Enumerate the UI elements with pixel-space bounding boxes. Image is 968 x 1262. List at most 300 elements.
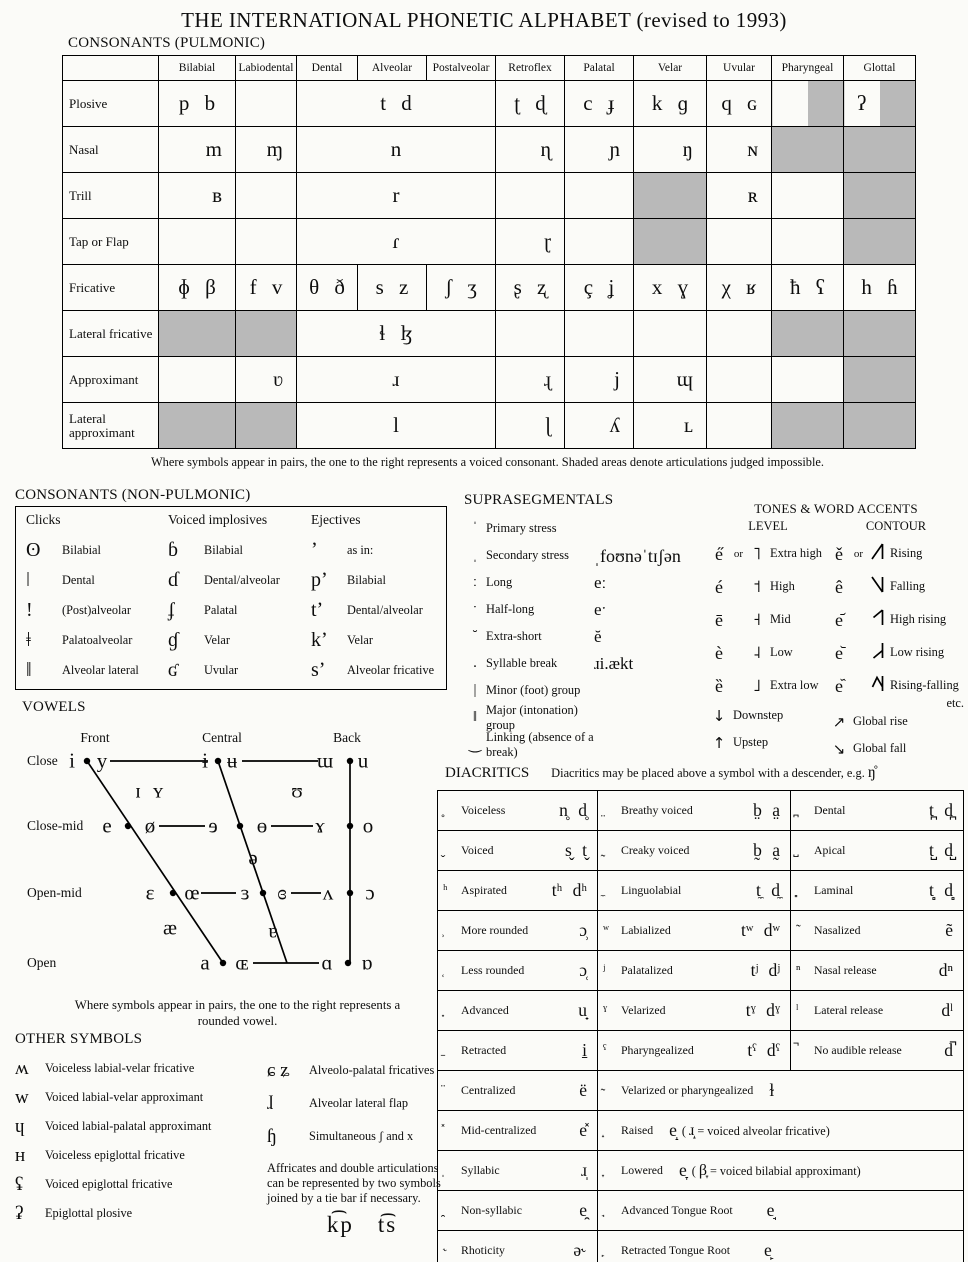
ipa-symbol: ‖: [472, 709, 478, 725]
item-label: Bilabial: [62, 542, 101, 557]
column-header-dental: Dental: [297, 56, 358, 81]
pulmonic-row: [63, 81, 916, 127]
pulmonic-cell: [844, 219, 916, 265]
item-label: Alveolar lateral flap: [309, 1096, 409, 1110]
diacritic-row: [438, 1031, 964, 1071]
diacritic-symbol: [603, 1164, 621, 1178]
ipa-symbol: m: [205, 136, 222, 161]
pulmonic-cell: [707, 403, 772, 449]
pulmonic-cell: [297, 403, 496, 449]
ipa-example: b̤ a̤: [753, 799, 780, 820]
ipa-symbol: ˑ: [472, 601, 478, 617]
ipa-symbol: ɭ: [545, 412, 551, 437]
ipa-example: t͡s: [377, 1212, 398, 1237]
ipa-example: i̠: [582, 1039, 587, 1060]
diacritic-cell: [791, 831, 964, 871]
ipa-symbol: ɓ: [168, 539, 178, 561]
diacritic-label: Voiced: [461, 843, 494, 857]
pulmonic-cell: [634, 81, 707, 127]
vowel-symbol: œ: [184, 880, 200, 905]
pulmonic-cell: [496, 173, 565, 219]
ipa-symbol: ʛ: [168, 659, 178, 681]
pulmonic-cell: [236, 265, 297, 311]
vowel-symbol: ɨ: [202, 748, 208, 773]
ipa-example: e̽: [579, 1119, 587, 1140]
ipa-symbol: ʋ: [273, 366, 283, 391]
pulmonic-cell: [297, 311, 496, 357]
list-item: [26, 655, 168, 685]
list-item: [464, 677, 710, 704]
pulmonic-cell: [297, 127, 496, 173]
row-label: Tap or Flap: [63, 219, 159, 265]
diacritic-row: [438, 1191, 964, 1231]
ipa-example: ȅ: [715, 675, 723, 696]
vowel-symbol: ʌ: [322, 880, 334, 905]
or-label: or: [853, 547, 864, 560]
contour-column: [828, 519, 964, 762]
row-label: Lateral approximant: [63, 403, 159, 449]
suprasegmentals-list: [464, 515, 710, 758]
downstep-arrow-icon: ↓: [712, 706, 726, 725]
diacritic-cell: [438, 911, 598, 951]
diacritic-symbol: [443, 1164, 461, 1178]
ipa-example: ə˞: [573, 1239, 587, 1260]
item-label: Palatal: [204, 602, 238, 617]
diacritic-cell: [598, 831, 791, 871]
vowel-symbol: ɤ: [315, 813, 325, 838]
diacritic-symbol: [796, 924, 814, 938]
diacritic-cell: [438, 1111, 598, 1151]
pulmonic-cell: [565, 403, 634, 449]
diacritic-symbol: [443, 1204, 461, 1218]
ipa-example: t̪ d̪: [929, 799, 953, 820]
suprasegmentals-heading: SUPRASEGMENTALS: [464, 492, 614, 508]
ipa-symbol: n: [390, 136, 402, 161]
ipa-symbol: ʎ: [609, 412, 620, 437]
pulmonic-cell: [496, 357, 565, 403]
pulmonic-cell: [634, 173, 707, 219]
pulmonic-cell: [844, 127, 916, 173]
tone-label: Falling: [890, 579, 926, 594]
row-label: Plosive: [63, 81, 159, 127]
ipa-example: ē: [715, 609, 723, 630]
diacritic-symbol: [443, 1044, 461, 1058]
tone-letter: ˩: [752, 675, 762, 696]
ipa-symbol: ʢ: [15, 1174, 24, 1195]
ipa-example: d̚: [944, 1039, 953, 1060]
diacritic-symbol: [443, 804, 461, 818]
vowel-symbol: ɐ: [268, 918, 278, 943]
ipa-symbol: ʡ: [15, 1203, 24, 1224]
ipa-symbol: ɬ ɮ: [379, 320, 413, 345]
item-label: Bilabial: [204, 542, 243, 557]
diacritic-row: [438, 1111, 964, 1151]
tones-and-word-accents-section: [708, 501, 964, 762]
low-rising-tone-letter-icon: [870, 641, 885, 660]
ipa-symbol: θ ð: [309, 274, 345, 299]
level-column: [708, 519, 828, 762]
diacritic-label: Pharyngealized: [621, 1043, 694, 1057]
row-label: Lateral fricative: [63, 311, 159, 357]
diacritic-cell: [598, 1231, 964, 1262]
ipa-symbol: ɠ: [168, 629, 178, 651]
ipa-symbol: ɻ: [544, 366, 551, 391]
item-label: Major (intonation) group: [486, 702, 578, 732]
list-item: [15, 1054, 265, 1083]
ipa-symbol: ɕ ʑ: [267, 1060, 290, 1081]
ipa-example: k͡p: [326, 1212, 354, 1237]
diacritic-cell: [598, 951, 791, 991]
tone-letter: ˧: [752, 609, 762, 630]
item-label: Alveolo-palatal fricatives: [309, 1063, 435, 1077]
pulmonic-cell: [634, 127, 707, 173]
or-label: or: [733, 547, 744, 560]
tie-bar-examples: [267, 1212, 457, 1238]
ipa-symbol: s z: [375, 274, 409, 299]
column-header-bilabial: Bilabial: [159, 56, 236, 81]
ipa-symbol: p b: [178, 90, 216, 115]
tones-heading: TONES & WORD ACCENTS: [754, 501, 918, 516]
diacritic-row: [438, 871, 964, 911]
diacritic-label: Centralized: [461, 1083, 516, 1097]
vowel-symbol: y: [96, 748, 108, 773]
diacritic-symbol: ʷ: [603, 922, 609, 938]
diacritic-row: [438, 911, 964, 951]
diacritic-label: Advanced Tongue Root: [621, 1203, 733, 1217]
vowel-symbol: ɞ: [277, 880, 287, 905]
row-label: Fricative: [63, 265, 159, 311]
column-header-glottal: Glottal: [844, 56, 916, 81]
ipa-example: ˌfoʊnəˈtɪʃən: [594, 545, 681, 566]
pulmonic-cell: [496, 311, 565, 357]
vowel-symbol: ø: [144, 813, 156, 838]
ipa-symbol: ʍ: [15, 1058, 29, 1079]
pulmonic-note: Where symbols appear in pairs, the one to the right represents a voiced consonant. Shaded areas denote articulations judged impossible.: [150, 455, 825, 469]
item-label: Minor (foot) group: [486, 683, 581, 697]
pulmonic-cell: [496, 127, 565, 173]
diacritic-label: Voiceless: [461, 803, 506, 817]
pulmonic-cell: [707, 265, 772, 311]
pulmonic-cell: [159, 357, 236, 403]
item-label: (Post)alveolar: [62, 602, 131, 617]
diacritic-label: Less rounded: [461, 963, 525, 977]
column-header-labiodental: Labiodental: [236, 56, 297, 81]
list-item: [464, 704, 710, 731]
list-item: [311, 595, 441, 625]
pulmonic-cell: [772, 219, 844, 265]
diacritic-symbol: [443, 924, 461, 938]
list-item: [168, 625, 311, 655]
ipa-symbol: ɴ: [747, 136, 758, 161]
diacritic-cell: [791, 871, 964, 911]
ipa-symbol: ɸ β: [178, 274, 216, 299]
ipa-example: e̘: [766, 1199, 775, 1220]
item-label: Half-long: [486, 602, 535, 616]
ipa-symbol: h ɦ: [861, 274, 898, 299]
item-label: Extra-short: [486, 629, 542, 643]
ipa-example: e̯: [579, 1199, 587, 1220]
item-label: Velar: [204, 632, 230, 647]
tone-label: Global fall: [853, 741, 907, 756]
ipa-example: dˡ: [941, 999, 953, 1020]
pulmonic-cell: [844, 265, 916, 311]
item-label: Palatoalveolar: [62, 632, 133, 647]
ipa-example: ɹi.ækt: [594, 654, 634, 673]
vowel-symbol: ɛ: [145, 880, 155, 905]
list-item: [311, 565, 441, 595]
diacritic-symbol: [796, 804, 814, 818]
column-header-velar: Velar: [634, 56, 707, 81]
diacritic-label: Lowered: [621, 1163, 663, 1177]
item-label: Alveolar fricative: [347, 662, 435, 677]
ipa-example: ë: [579, 1079, 587, 1100]
tone-label: Extra high: [770, 546, 822, 561]
nonpulmonic-heading: CONSONANTS (NON-PULMONIC): [15, 487, 251, 503]
vowel-symbol: ə: [248, 845, 258, 870]
affricates-note: Affricates and double articulations can be represented by two symbols joined by a tie bar if necessary.: [267, 1161, 441, 1205]
pulmonic-cell: [297, 81, 496, 127]
vowel-symbol: ʏ: [152, 778, 164, 803]
item-label: Velar: [347, 632, 373, 647]
list-item: [267, 1054, 457, 1087]
tone-row: [828, 636, 964, 669]
ipa-symbol: t d: [380, 90, 412, 115]
pulmonic-cell: [772, 127, 844, 173]
ipa-symbol: q ɢ: [721, 90, 757, 115]
pulmonic-row: [63, 127, 916, 173]
ipa-symbol: sʼ: [311, 659, 326, 681]
ipa-example: e᷈: [835, 675, 843, 696]
ipa-symbol: ɹ̝: [689, 1121, 695, 1139]
ipa-symbol: ɽ: [544, 228, 551, 253]
list-item: [26, 625, 168, 655]
diacritic-symbol: [603, 804, 621, 818]
ipa-symbol: ǃ: [26, 599, 33, 621]
diacritic-cell: [438, 1071, 598, 1111]
pulmonic-cell: [159, 403, 236, 449]
diacritic-label: Breathy voiced: [621, 803, 693, 817]
row-label: Trill: [63, 173, 159, 219]
pulmonic-cell: [159, 81, 236, 127]
ipa-symbol: w: [15, 1087, 29, 1108]
ipa-symbol: ʈ ɖ: [514, 90, 546, 115]
ipa-example: t̼ d̼: [756, 879, 780, 900]
ipa-symbol: ɳ: [540, 136, 551, 161]
diacritic-label: Rhoticity: [461, 1243, 505, 1257]
pulmonic-cell: [496, 403, 565, 449]
list-item: [267, 1120, 457, 1153]
vowel-row-label: Open-mid: [27, 885, 82, 900]
ipa-symbol: ɥ: [15, 1116, 25, 1137]
diacritic-row: [438, 1231, 964, 1262]
vowel-symbol: ɜ: [240, 880, 250, 905]
diacritic-label: Non-syllabic: [461, 1203, 522, 1217]
pulmonic-cell: [565, 265, 634, 311]
pulmonic-row: [63, 357, 916, 403]
list-item: [168, 565, 311, 595]
diacritic-symbol: [603, 884, 621, 898]
level-header: LEVEL: [748, 519, 788, 533]
diacritic-extra-note: ( ɹ̝ = voiced alveolar fricative): [681, 1121, 830, 1139]
column-header-pharyngeal: Pharyngeal: [772, 56, 844, 81]
tone-row: [708, 603, 828, 636]
diacritics-heading: DIACRITICS: [445, 765, 530, 781]
pulmonic-cell: [496, 219, 565, 265]
ipa-example: e᷅: [835, 642, 843, 663]
pulmonic-cell: [297, 357, 496, 403]
tone-row: [708, 669, 828, 702]
list-item: [464, 542, 710, 569]
pulmonic-row: [63, 403, 916, 449]
ipa-example: e᷄: [835, 609, 843, 630]
diacritic-row: [438, 951, 964, 991]
list-item: [267, 1087, 457, 1120]
tone-row: [828, 603, 964, 636]
diacritic-cell: [598, 1031, 791, 1071]
pulmonic-cell: [707, 357, 772, 403]
ipa-symbol: ˈ: [472, 520, 478, 536]
list-item: [168, 595, 311, 625]
list-item: [464, 596, 710, 623]
tone-step-row: [708, 702, 828, 729]
pulmonic-cell: [844, 311, 916, 357]
ipa-symbol: ʂ ʐ: [513, 274, 547, 299]
diacritic-row: [438, 1071, 964, 1111]
pulmonic-cell: [297, 219, 496, 265]
vowel-symbol: ɒ: [361, 950, 373, 975]
ipa-symbol: kʼ: [311, 629, 328, 651]
pulmonic-row: [63, 311, 916, 357]
diacritic-cell: [791, 1031, 964, 1071]
diacritic-label: Velarized: [621, 1003, 666, 1017]
tone-row: [708, 570, 828, 603]
ipa-example: n̥ d̥: [559, 799, 587, 820]
diacritic-symbol: ʲ: [603, 962, 606, 978]
diacritic-symbol: ˡ: [796, 1002, 799, 1018]
diacritic-label: Raised: [621, 1123, 654, 1137]
item-label: Voiceless labial-velar fricative: [45, 1061, 195, 1075]
diacritic-label: Syllabic: [461, 1163, 500, 1177]
ipa-symbol: ɰ: [676, 366, 693, 391]
ipa-example: ɹ̩: [581, 1159, 587, 1180]
item-label: Long: [486, 575, 513, 589]
ipa-example: ɔ̹: [579, 919, 587, 940]
vowel-symbol: ɶ: [235, 950, 249, 975]
diacritic-symbol: [443, 1084, 461, 1098]
diacritic-symbol: [796, 844, 814, 858]
pulmonic-cell: [427, 265, 496, 311]
ipa-symbol: c ɟ: [583, 90, 615, 115]
diacritic-cell: [438, 1031, 598, 1071]
tone-letter: ˥: [752, 543, 762, 564]
diacritic-label: No audible release: [814, 1043, 902, 1057]
diacritic-label: Lateral release: [814, 1003, 884, 1017]
ipa-symbol: ɺ: [267, 1093, 274, 1114]
item-label: Voiced labial-palatal approximant: [45, 1119, 212, 1133]
item-label: Simultaneous ʃ and x: [309, 1129, 414, 1143]
list-item: [26, 535, 168, 565]
diacritic-label: Creaky voiced: [621, 843, 690, 857]
pulmonic-consonants-table: [62, 55, 916, 449]
ipa-symbol: ɱ: [266, 136, 283, 161]
contour-header: CONTOUR: [865, 519, 927, 533]
row-label: Nasal: [63, 127, 159, 173]
diacritic-cell: [791, 911, 964, 951]
diacritic-cell: [438, 1231, 598, 1262]
diacritic-label: Laminal: [814, 883, 854, 897]
vowel-symbol: a: [200, 950, 210, 975]
vowel-symbol: ɔ: [365, 880, 375, 905]
list-item: [168, 535, 311, 565]
diacritic-cell: [791, 791, 964, 831]
pulmonic-cell: [159, 265, 236, 311]
pulmonic-cell: [297, 265, 358, 311]
vowels-heading: VOWELS: [22, 699, 86, 715]
diacritics-note-example: ŋ̊: [867, 764, 876, 781]
vowel-symbol: ɑ: [321, 950, 333, 975]
ipa-symbol: ɧ: [267, 1126, 277, 1147]
pulmonic-cell: [707, 127, 772, 173]
vowel-symbol: i: [69, 748, 75, 773]
pulmonic-cell: [772, 265, 844, 311]
tone-label: Mid: [770, 612, 791, 627]
vowel-column-label: Central: [202, 730, 242, 745]
vowel-note: Where symbols appear in pairs, the one to the right represents a rounded vowel.: [74, 998, 401, 1028]
tone-step-row: [828, 708, 964, 735]
diacritic-symbol: ˞: [443, 1242, 448, 1258]
vowel-symbol: ɵ: [256, 813, 268, 838]
pulmonic-cell: [496, 81, 565, 127]
ipa-symbol: f v: [249, 274, 283, 299]
ipa-example: ɫ: [769, 1079, 775, 1100]
list-item: [464, 623, 710, 650]
vowel-row-label: Open: [27, 955, 57, 970]
rising-falling-tone-letter-icon: [870, 674, 885, 693]
ipa-symbol: ʜ: [15, 1145, 26, 1166]
vowel-chart: [25, 728, 445, 990]
pulmonic-cell: [565, 357, 634, 403]
item-label: Epiglottal plosive: [45, 1206, 133, 1220]
column-header-retroflex: Retroflex: [496, 56, 565, 81]
item-label: Bilabial: [347, 572, 386, 587]
item-label: as in:: [347, 542, 374, 557]
ipa-symbol: ç ʝ: [583, 274, 615, 299]
ipa-symbol: ħ ʕ: [789, 274, 826, 299]
diacritic-cell: [598, 1071, 964, 1111]
diacritic-symbol: ˠ: [603, 1002, 608, 1018]
pulmonic-cell: [565, 311, 634, 357]
item-label: Voiced epiglottal fricative: [45, 1177, 173, 1191]
diacritics-note: Diacritics may be placed above a symbol with a descender, e.g. ŋ̊: [551, 764, 876, 781]
item-label: Voiced labial-velar approximant: [45, 1090, 204, 1104]
diacritic-symbol: [443, 1004, 461, 1018]
ipa-symbol: ɲ: [609, 136, 620, 161]
ipa-symbol: β̞: [698, 1161, 707, 1179]
tone-label: Upstep: [733, 735, 769, 750]
pulmonic-cell: [236, 357, 297, 403]
diacritic-label: Velarized or pharyngealized: [621, 1083, 754, 1097]
pulmonic-cell: [565, 81, 634, 127]
ipa-symbol: ː: [472, 574, 478, 590]
diacritic-label: Nasalized: [814, 923, 861, 937]
diacritic-label: Aspirated: [461, 883, 507, 897]
corner-cell: [63, 56, 159, 81]
item-label: Dental/alveolar: [204, 572, 280, 587]
pulmonic-cell: [772, 81, 844, 127]
diacritic-symbol: [603, 1084, 621, 1098]
ipa-example: eˑ: [594, 600, 607, 619]
diacritic-label: Palatalized: [621, 963, 673, 977]
